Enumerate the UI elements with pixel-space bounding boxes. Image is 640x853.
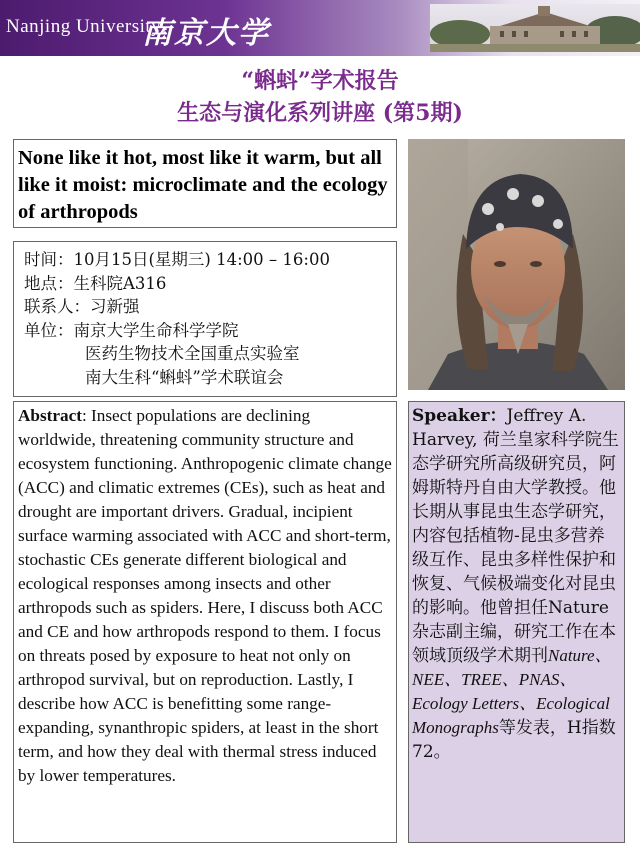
speaker-bio: Jeffrey A. Harvey, 荷兰皇家科学院生态学研究所高级研究员，阿姆斯特丹自由大学教授。他长期从事昆虫生态学研究，内容包括植物-昆虫多营养级互作、昆虫多样性保护和恢复、气候极端变化对昆虫的影响。他曾担任Nature 杂志副主编，研究工作在本领域顶级学术期刊 [412,406,619,666]
university-name-cn-logo: 南京大学 [142,16,270,51]
event-info-box [13,241,397,397]
series-title: “蝌蚪”学术报告 [241,68,399,94]
header-banner [0,0,640,56]
campus-building-image [430,4,640,52]
university-name-en: Nanjing University [6,16,162,37]
abstract-text: : Insect populations are declining worldwide, threatening community structure and ecosystem functioning. Anthropogenic climate change (ACC) and climatic extremes (CEs), such as heat and drought are important drivers. Gradual, incipient surface warming associated with ACC and short-term, stochastic CEs generate different biological and ecological responses among insects and other arthropods such as spiders. Here, I discuss both ACC and CE and how arthropods respond to them. I focus on threats posed by exposure to heat not only on arthropod survival, but on reproduction. Lastly, I describe how ACC is benefitting some range-expanding, synanthropic spiders, at least in the short term, and how they deal with thermal stress induced by lower temperatures. [18,406,392,785]
event-place: 地点：生科院A316 [24,273,167,293]
talk-title-box [13,139,397,228]
event-unit-line3: 南大生科“蝌蚪”学术联谊会 [85,367,284,387]
abstract-box [13,401,397,843]
speaker-box [408,401,625,843]
event-unit: 单位：南京大学生命科学学院 [24,320,239,340]
abstract-label: Abstract [18,406,82,425]
talk-title: None like it hot, most like it warm, but all like it moist: microclimate and the ecology of arthropods [18,147,388,223]
speaker-photo [408,139,625,390]
speaker-bio-end: 等发表，H指数72。 [412,718,616,762]
event-contact: 联系人：习新强 [24,297,140,316]
event-time: 时间：10月15日(星期三) 14:00 – 16:00 [24,250,330,269]
speaker-label: Speaker： [412,406,507,426]
series-subtitle: 生态与演化系列讲座 (第5期) [177,100,463,126]
event-unit-line2: 医药生物技术全国重点实验室 [85,344,300,363]
speaker-journals: Nature、NEE、TREE、PNAS、Ecology Letters、Ecological Monographs [412,646,612,737]
